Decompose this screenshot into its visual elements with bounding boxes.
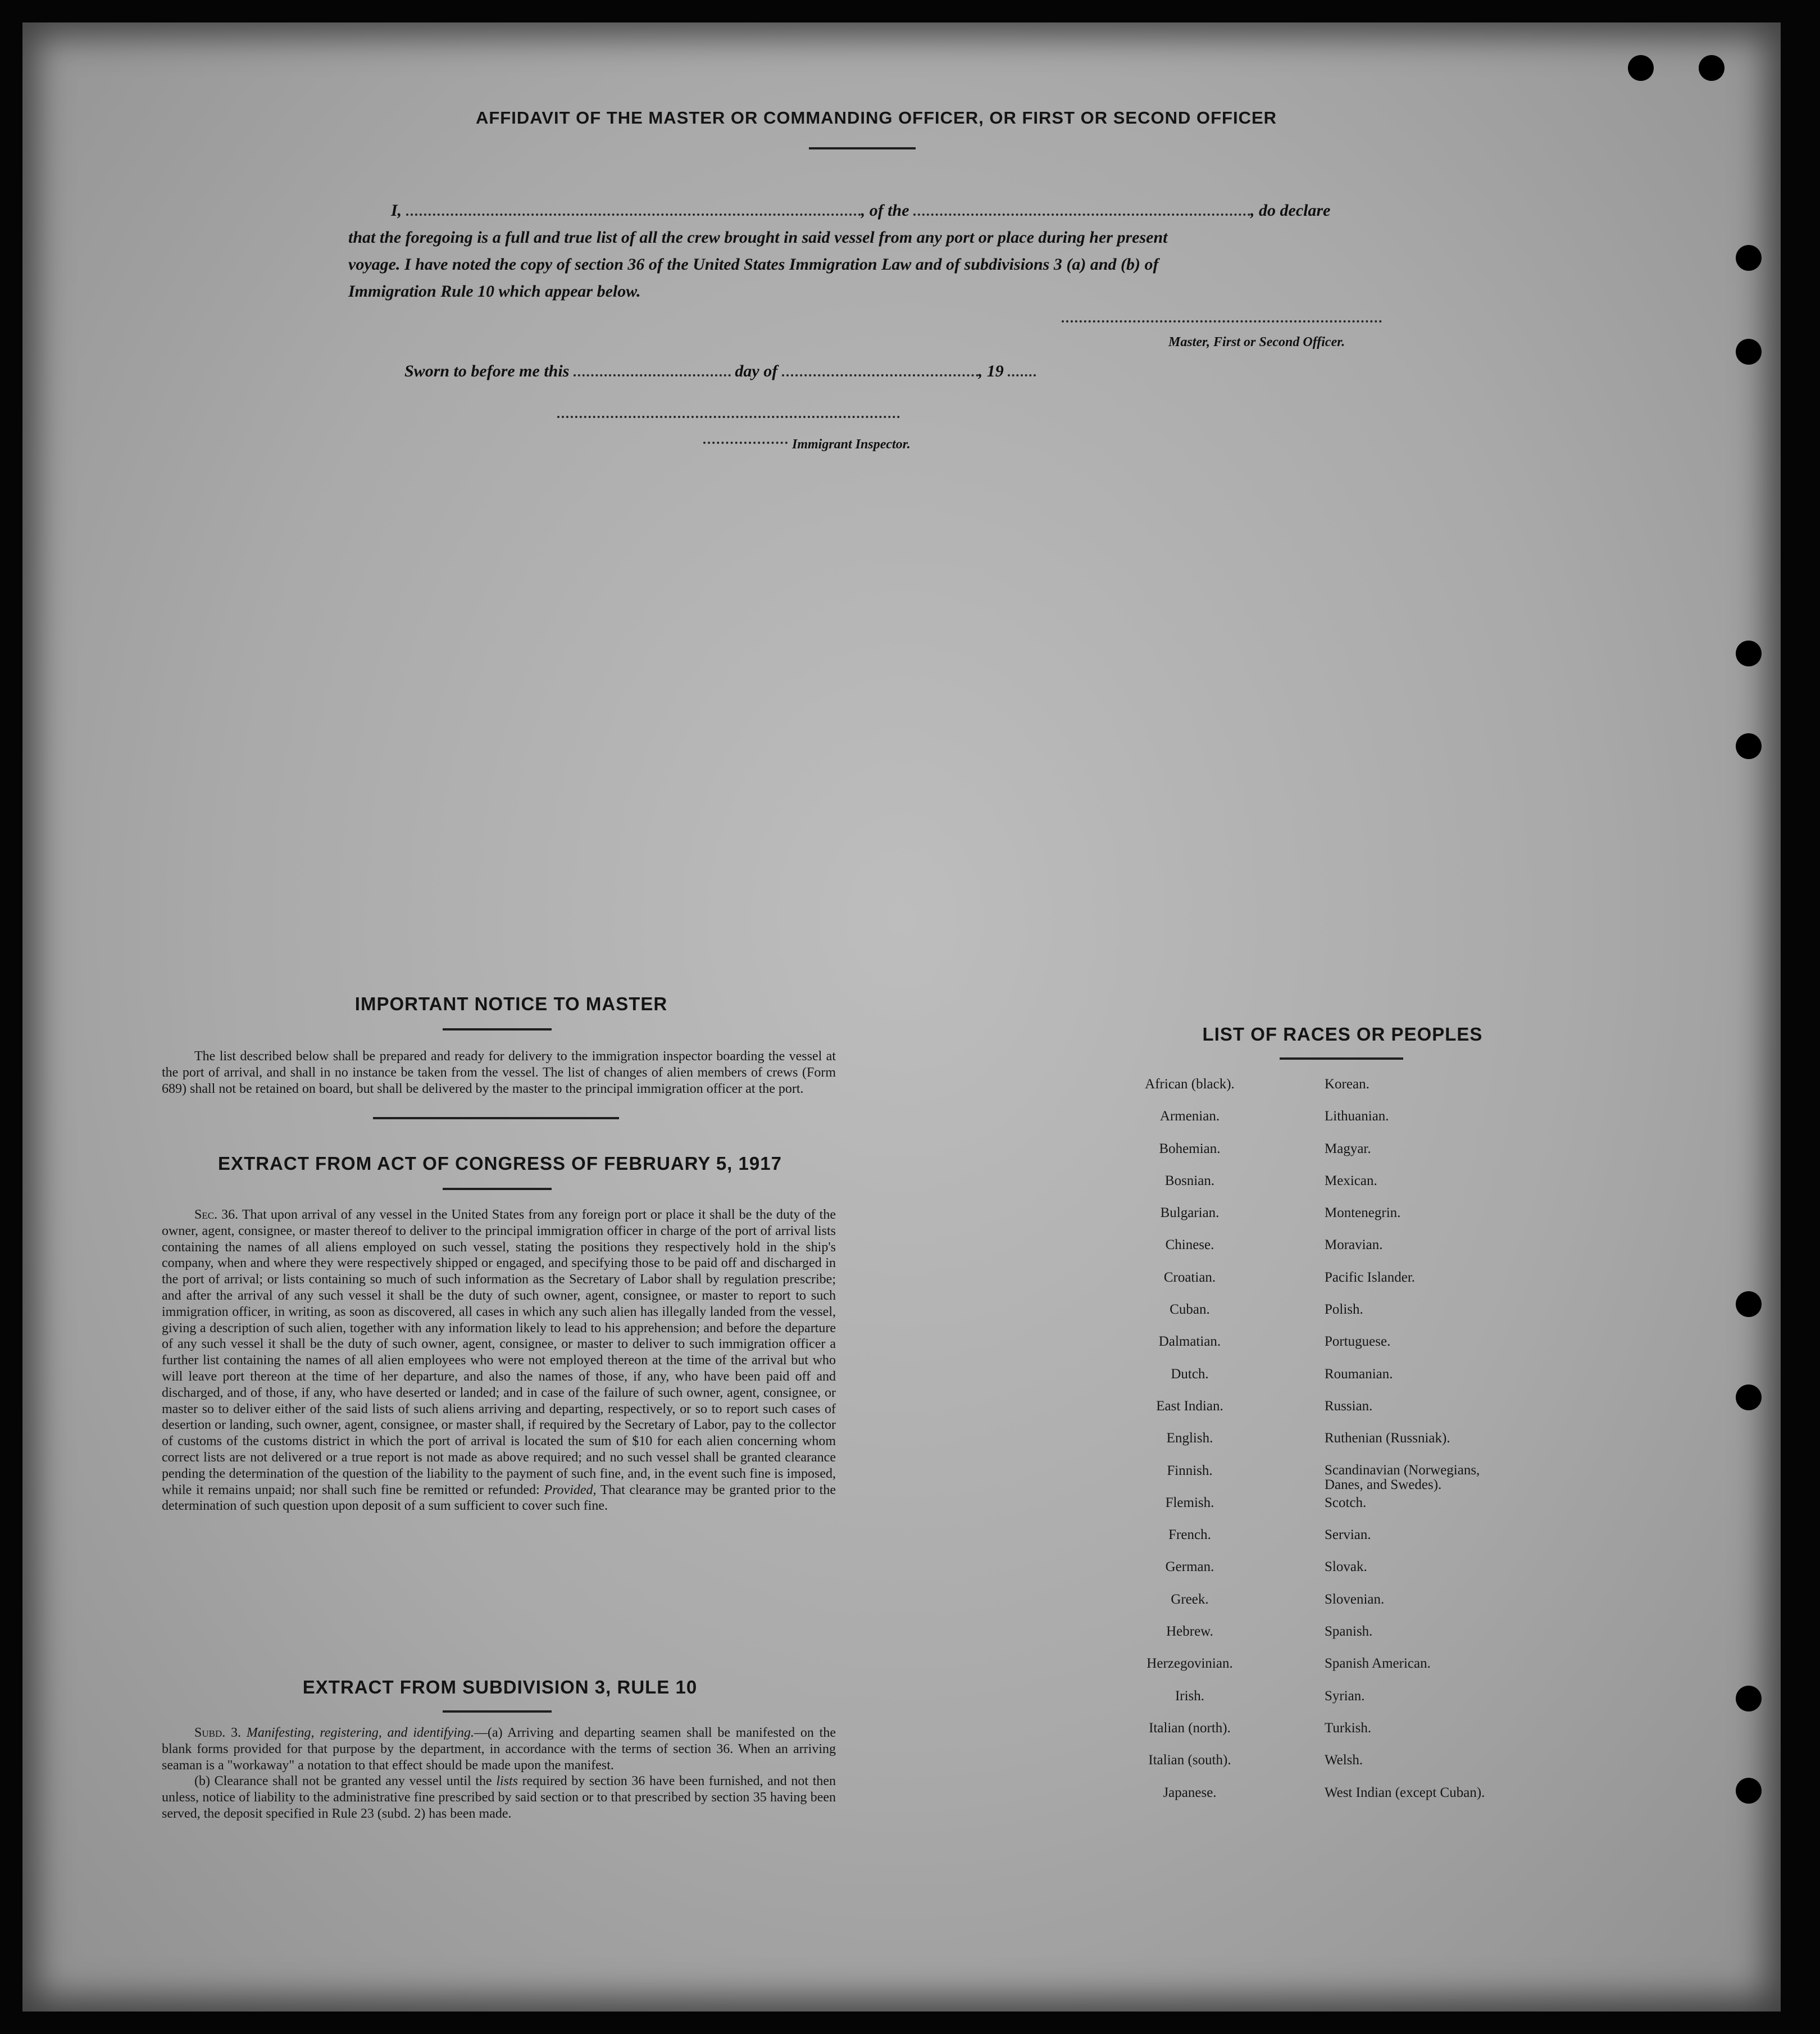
sworn-day-blank[interactable]: [574, 374, 731, 376]
race-item: Moravian.: [1325, 1237, 1383, 1253]
rule-text: [162, 1725, 836, 1822]
race-item: Herzegovinian.: [1146, 1656, 1233, 1672]
notice-title: IMPORTANT NOTICE TO MASTER: [354, 993, 668, 1014]
act-paragraph: [162, 1207, 836, 1514]
race-item: Cuban.: [1170, 1302, 1210, 1318]
race-item: Greek.: [1171, 1591, 1209, 1607]
inspector-caption: Immigrant Inspector.: [792, 437, 911, 452]
race-item: Montenegrin.: [1325, 1205, 1401, 1221]
sworn-year-blank[interactable]: [1008, 374, 1036, 376]
race-item: Japanese.: [1163, 1785, 1217, 1800]
race-item: Slovenian.: [1325, 1591, 1385, 1607]
race-item: Dalmatian.: [1158, 1334, 1221, 1350]
race-item: Finnish.: [1167, 1463, 1213, 1478]
binder-hole: [1736, 641, 1762, 666]
race-item: Italian (north).: [1149, 1720, 1231, 1736]
sworn-month-blank[interactable]: [782, 374, 979, 376]
affidavit-title-rule: [809, 147, 916, 149]
rule-text-a: —(a) Arriving and departing seamen shall be manifested on the blank forms provided for that purpose by the department, in accordance with the terms of section 36. When an arriving seaman is a "workaway" a notation to that effect should be made upon the manifest.: [162, 1726, 836, 1773]
year-label: , 19: [978, 362, 1004, 380]
race-item: Turkish.: [1325, 1720, 1372, 1736]
race-item: Polish.: [1325, 1302, 1363, 1318]
subd-label: Subd. 3.: [194, 1726, 242, 1740]
binder-hole: [1736, 1778, 1762, 1804]
rule-paragraph-a: [162, 1725, 836, 1773]
race-item: Korean.: [1325, 1077, 1369, 1092]
race-item: Russian.: [1325, 1398, 1373, 1414]
race-item: German.: [1165, 1559, 1214, 1575]
race-item: Pacific Islander.: [1325, 1269, 1416, 1285]
races-title: LIST OF RACES OR PEOPLES: [1202, 1024, 1483, 1045]
binder-hole: [1736, 339, 1762, 365]
race-item: Croatian.: [1163, 1269, 1216, 1285]
affidavit-text-line-3: Immigration Rule 10 which appear below.: [348, 282, 641, 301]
race-item: Welsh.: [1325, 1752, 1363, 1768]
race-item: Ruthenian (Russniak).: [1325, 1431, 1450, 1446]
notice-text: [162, 1048, 836, 1097]
affidavit-text-line-2: voyage. I have noted the copy of section 36 of the United States Immigration Law and of subdivisions 3 (a) and (b) of: [348, 255, 1159, 274]
sworn-label: Sworn to before me this: [404, 362, 570, 380]
rule-title-rule: [443, 1710, 552, 1713]
race-item: Bohemian.: [1159, 1141, 1221, 1156]
race-item: Bulgarian.: [1160, 1205, 1220, 1221]
notice-title-rule: [443, 1028, 552, 1030]
binder-hole: [1628, 55, 1654, 81]
race-item: Scandinavian (Norwegians, Danes, and Swedes).: [1325, 1462, 1480, 1492]
affidavit-declaration-line: [348, 201, 1427, 220]
document-page: [22, 22, 1781, 2012]
rule-paragraph-b: [162, 1773, 836, 1822]
binder-hole: [1699, 55, 1725, 81]
race-item: Armenian.: [1159, 1109, 1220, 1124]
officer-signature-caption: Master, First or Second Officer.: [1168, 335, 1345, 349]
race-item: Mexican.: [1325, 1173, 1377, 1188]
race-item: English.: [1166, 1431, 1213, 1446]
races-title-rule: [1280, 1057, 1403, 1060]
race-item: West Indian (except Cuban).: [1325, 1785, 1485, 1800]
race-item: Roumanian.: [1325, 1366, 1393, 1382]
race-item: Dutch.: [1171, 1366, 1209, 1382]
binder-hole: [1736, 733, 1762, 759]
race-item: Irish.: [1175, 1688, 1205, 1704]
binder-hole: [1736, 1686, 1762, 1711]
day-of-label: day of: [735, 362, 778, 380]
act-body: That upon arrival of any vessel in the United States from any foreign port or place it shall be the duty of the owner, agent, consignee, or master thereof to deliver to the principal immigration officer in charge of the port of arrival lists containing the names of all aliens employed on such vessel, stating the positions they respectively hold in the ship's company, when and where they were respectively shipped or engaged, and specifying those to be paid off and discharged in the port of arrival; or lists containing so much of such information as the Secretary of Labor shall by regulation prescribe; and after the arrival of any such vessel it shall be the duty of such owner, agent, consignee, or master to report to such immigration officer, in writing, as soon as discovered, all cases in which any such alien has illegally landed from the vessel, giving a description of such alien, together with any information likely to lead to his apprehension; and before the departure of any such vessel it shall be the duty of such owner, agent, consignee, or master to deliver to such immigration officer a further list containing the names of all alien employees who were not employed thereon at the time of the arrival but who will leave port thereon at the time of her departure, and also the names of those, if any, who have been paid off and discharged, and of those, if any, who have deserted or landed; and in case of the failure of such owner, agent, consignee, or master so to deliver either of the said lists of such aliens arriving and departing, respectively, or so to report such cases of desertion or landing, such owner, agent, consignee, or master shall, if required by the Secretary of Labor, pay to the collector of customs of the customs district in which the port of arrival is located the sum of $10 for each alien concerning whom correct lists are not delivered or a true report is not made as above required; and no such vessel shall be granted clearance pending the determination of the question of the liability to the payment of such fine, and, in the event such fine is imposed, while it remains unpaid; nor shall such fine be remitted or refunded:: [162, 1207, 836, 1497]
notice-rule: [373, 1117, 619, 1119]
affidavit-i-label: I,: [391, 201, 402, 220]
race-item: Lithuanian.: [1325, 1109, 1389, 1124]
act-text: [162, 1207, 836, 1514]
race-item: Hebrew.: [1166, 1624, 1213, 1640]
provided-word: Provided,: [544, 1482, 597, 1497]
subd-title: Manifesting, registering, and identifying.: [246, 1726, 474, 1740]
race-item: Portuguese.: [1325, 1334, 1391, 1350]
notice-paragraph: The list described below shall be prepared and ready for delivery to the immigration inspector boarding the vessel at the port of arrival, and shall in no instance be taken from the vessel. The list of changes of alien members of crews (Form 689) shall not be retained on board, but shall be delivered by the master to the principal immigration officer at the port.: [162, 1049, 836, 1096]
races-right-column: [1325, 1077, 1560, 1817]
race-item: African (black).: [1145, 1077, 1235, 1092]
race-item: Servian.: [1325, 1527, 1371, 1543]
officer-signature-blank[interactable]: [1062, 320, 1382, 323]
race-item: Flemish.: [1165, 1495, 1214, 1510]
race-item: East Indian.: [1156, 1398, 1223, 1414]
race-item: Bosnian.: [1164, 1173, 1215, 1188]
vessel-blank[interactable]: [913, 214, 1250, 216]
act-title-rule: [443, 1188, 552, 1190]
race-item: Scotch.: [1325, 1495, 1367, 1510]
binder-hole: [1736, 1384, 1762, 1410]
binder-hole: [1736, 245, 1762, 271]
affidavit-text-line-1: that the foregoing is a full and true list of all the crew brought in said vessel from any port or place during her present: [348, 228, 1168, 247]
race-item: Slovak.: [1325, 1559, 1367, 1575]
races-left-column: [1083, 1077, 1296, 1817]
sec-label: Sec. 36.: [194, 1207, 239, 1222]
race-item: Spanish.: [1325, 1624, 1373, 1640]
inspector-signature-blank[interactable]: [557, 416, 900, 418]
race-item: Syrian.: [1325, 1688, 1365, 1704]
rule-text-b-start: (b) Clearance shall not be granted any vessel until the: [194, 1774, 492, 1789]
name-blank[interactable]: [406, 214, 861, 216]
lists-word: lists: [496, 1774, 518, 1789]
race-item: Italian (south).: [1148, 1752, 1231, 1768]
affidavit-do-declare: , do declare: [1250, 201, 1331, 220]
race-item: Chinese.: [1165, 1237, 1214, 1253]
rule-text-b-end: required by section 36 have been furnished, and not then unless, notice of liability to the administrative fine prescribed by said section or to that prescribed by section 35 having been served, the deposit specified in Rule 23 (subd. 2) has been made.: [162, 1774, 836, 1821]
race-item: French.: [1168, 1527, 1211, 1543]
affidavit-title: AFFIDAVIT OF THE MASTER OR COMMANDING OFFICER, OR FIRST OR SECOND OFFICER: [475, 108, 1277, 128]
act-title: EXTRACT FROM ACT OF CONGRESS OF FEBRUARY 5, 1917: [218, 1153, 782, 1174]
sworn-line: [404, 362, 1036, 381]
race-item: Spanish American.: [1325, 1656, 1431, 1672]
binder-hole: [1736, 1291, 1762, 1317]
rule-title: EXTRACT FROM SUBDIVISION 3, RULE 10: [302, 1677, 698, 1697]
race-item: Magyar.: [1325, 1141, 1371, 1156]
act-body-end: That clearance may be granted prior to the determination of such question upon deposit of a sum sufficient to cover such fine.: [162, 1482, 836, 1514]
inspector-signature-blank-2[interactable]: [703, 442, 788, 444]
affidavit-of-the: , of the: [861, 201, 909, 220]
